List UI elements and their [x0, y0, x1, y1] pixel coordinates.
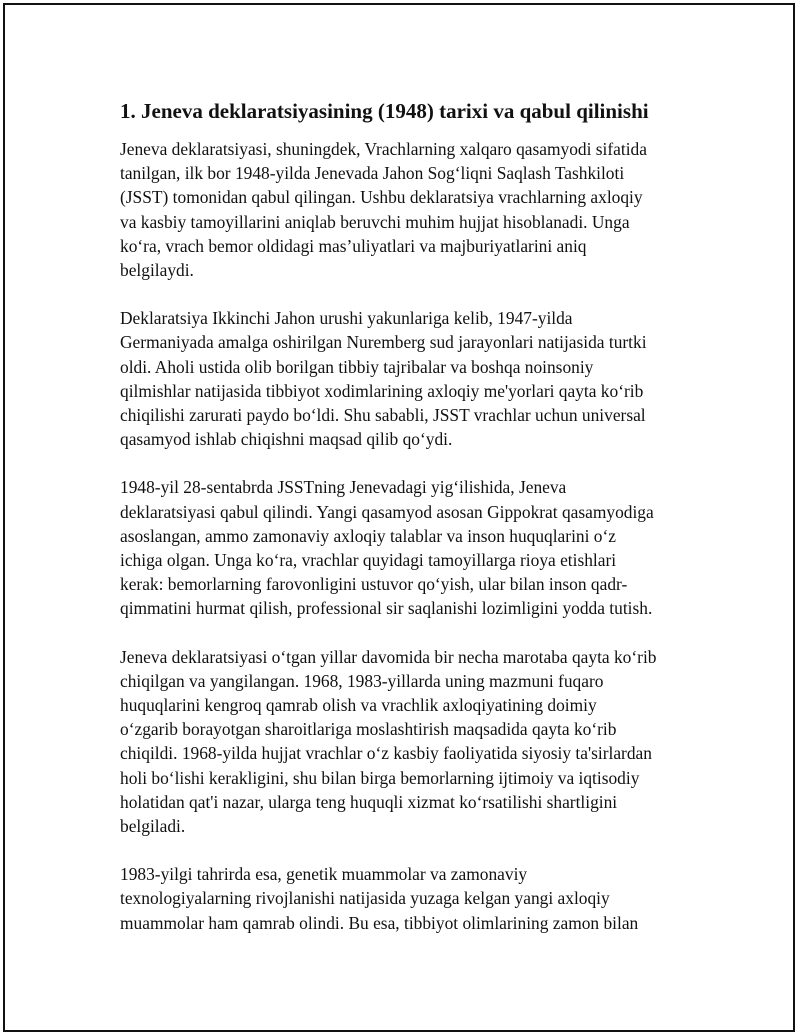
text-line: oldi. Aholi ustida olib borilgan tibbiy tajribalar va boshqa noinsoniy [120, 356, 594, 377]
text-line: (JSST) tomonidan qabul qilingan. Ushbu deklaratsiya vrachlarning axloqiy [120, 187, 643, 208]
text-line: belgiladi. [120, 816, 186, 837]
section-heading: 1. Jeneva deklaratsiyasining (1948) tarixi va qabul qilinishi [120, 99, 649, 123]
paragraph-5 [120, 862, 700, 935]
text-line: chiqildi. 1968-yilda hujjat vrachlar o‘z kasbiy faoliyatida siyosiy ta'sirlardan [120, 743, 652, 764]
paragraph-3 [120, 475, 700, 620]
text-line: Germaniyada amalga oshirilgan Nuremberg sud jarayonlari natijasida turtki [120, 332, 647, 353]
text-line: ko‘ra, vrach bemor oldidagi mas’uliyatlari va majburiyatlarini aniq [120, 235, 587, 256]
text-line: qasamyod ishlab chiqishni maqsad qilib qo‘ydi. [120, 429, 453, 450]
text-line: asoslangan, ammo zamonaviy axloqiy talablar va inson huquqlarini o‘z [120, 525, 616, 546]
text-line: chiqilgan va yangilangan. 1968, 1983-yillarda uning mazmuni fuqaro [120, 670, 604, 691]
text-line: Deklaratsiya Ikkinchi Jahon urushi yakunlariga kelib, 1947-yilda [120, 308, 573, 329]
text-line: texnologiyalarning rivojlanishi natijasida yuzaga kelgan yangi axloqiy [120, 888, 610, 909]
paragraph-4 [120, 645, 700, 839]
text-line: 1983-yilgi tahrirda esa, genetik muammolar va zamonaviy [120, 864, 528, 885]
text-line: chiqilishi zarurati paydo bo‘ldi. Shu sababli, JSST vrachlar uchun universal [120, 405, 646, 426]
text-line: huquqlarini kengroq qamrab olish va vrachlik axloqiyatining doimiy [120, 695, 597, 716]
text-line: Jeneva deklaratsiyasi, shuningdek, Vrachlarning xalqaro qasamyodi sifatida [120, 139, 647, 159]
page-frame [3, 3, 795, 1032]
text-line: tanilgan, ilk bor 1948-yilda Jenevada Jahon Sog‘liqni Saqlash Tashkiloti [120, 163, 625, 184]
text-line: holatidan qat'i nazar, ularga teng huquqli xizmat ko‘rsatilishi shartligini [120, 791, 618, 812]
text-line: qimmatini hurmat qilish, professional sir saqlanishi lozimligini yodda tutish. [120, 598, 653, 619]
text-line: belgilaydi. [120, 260, 194, 281]
text-line: Jeneva deklaratsiyasi o‘tgan yillar davomida bir necha marotaba qayta ko‘rib [120, 646, 657, 667]
text-line: holi bo‘lishi kerakligini, shu bilan birga bemorlarning ijtimoiy va iqtisodiy [120, 767, 640, 788]
text-line: 1948-yil 28-sentabrda JSSTning Jenevadagi yig‘ilishida, Jeneva [120, 477, 567, 498]
paragraph-2 [120, 306, 700, 451]
text-line: ichiga olgan. Unga ko‘ra, vrachlar quyidagi tamoyillarga rioya etishlari [120, 550, 617, 571]
text-line: qilmishlar natijasida tibbiyot xodimlarining axloqiy me'yorlari qayta ko‘rib [120, 380, 644, 401]
paragraph-1 [120, 137, 700, 282]
text-line: kerak: bemorlarning farovonligini ustuvor qo‘yish, ular bilan inson qadr- [120, 574, 628, 595]
text-line: deklaratsiyasi qabul qilindi. Yangi qasamyod asosan Gippokrat qasamyodiga [120, 501, 654, 522]
document-body [120, 99, 700, 959]
text-line: muammolar ham qamrab olindi. Bu esa, tibbiyot olimlarining zamon bilan [120, 912, 639, 933]
text-line: va kasbiy tamoyillarini aniqlab beruvchi muhim hujjat hisoblanadi. Unga [120, 211, 630, 232]
text-line: o‘zgarib borayotgan sharoitlariga moslashtirish maqsadida qayta ko‘rib [120, 719, 617, 740]
